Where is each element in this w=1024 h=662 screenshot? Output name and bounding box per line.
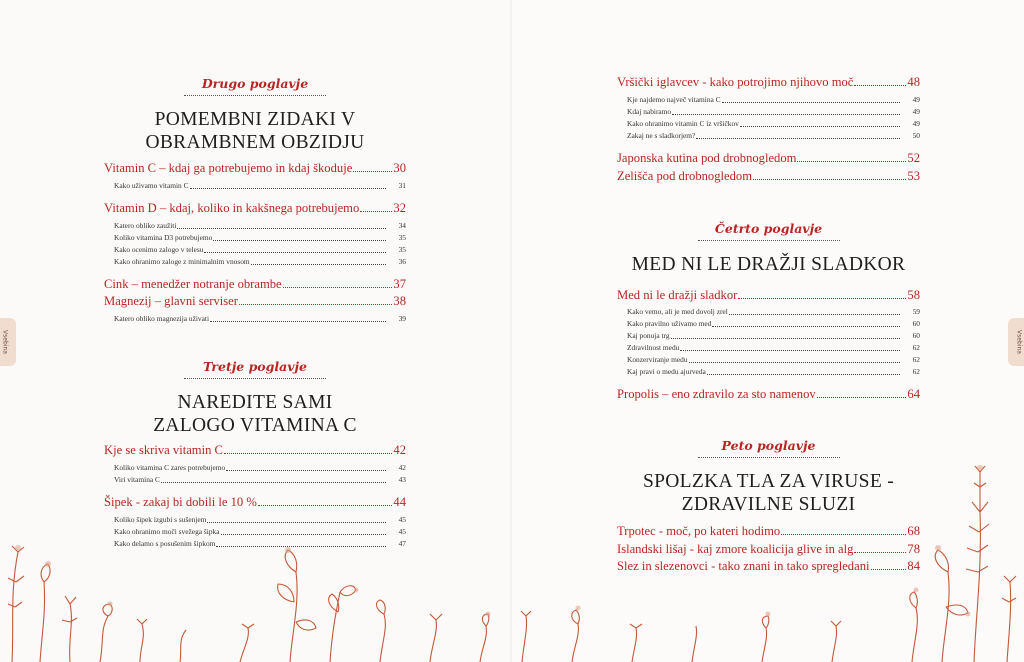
dot-leader [239, 304, 392, 305]
dot-leader [740, 126, 900, 127]
toc-subentry[interactable] [114, 475, 406, 485]
toc-subentry-page: 49 [912, 119, 920, 128]
toc-subentry-title: Viri vitamina C [114, 475, 160, 484]
chapter-title [617, 253, 920, 276]
toc-subentry[interactable] [627, 131, 920, 141]
toc-subentry-title: Kaj pravi o medu ajurveda [627, 367, 706, 376]
chapter-label: Četrto poglavje [714, 221, 823, 236]
toc-entry-title: Šipek - zakaj bi dobili le 10 % [104, 495, 257, 509]
toc-subentry-page: 62 [912, 367, 920, 376]
toc-subentry-title: Konzerviranje medu [627, 355, 688, 364]
toc-subentry-page: 60 [912, 319, 920, 328]
dot-leader [224, 453, 392, 454]
toc-entry-page: 37 [393, 277, 406, 291]
toc-subentry-page: 36 [398, 257, 406, 266]
toc-entry-page: 38 [393, 294, 406, 308]
toc-subentry[interactable] [114, 181, 406, 191]
toc-entry-page: 32 [393, 201, 406, 215]
toc-subentry-title: Kako ocenimo zalogo v telesu [114, 245, 204, 254]
toc-subentry-page: 60 [912, 331, 920, 340]
toc-entry-page: 64 [907, 387, 920, 401]
toc-subentry-page: 45 [398, 515, 406, 524]
dot-leader [722, 102, 900, 103]
toc-subentry-title: Kako vemo, ali je med dovolj zrel [627, 307, 728, 316]
toc-subentry-title: Zdravilnost medu [627, 343, 680, 352]
toc-entry[interactable] [104, 200, 406, 216]
toc-entry-page: 48 [907, 75, 920, 89]
dot-leader [854, 85, 906, 86]
chapter-heading-2 [104, 76, 406, 154]
chapter-title [104, 108, 406, 154]
toc-entry[interactable] [617, 74, 920, 90]
toc-entry[interactable] [617, 386, 920, 402]
toc-entry[interactable] [617, 287, 920, 303]
toc-entry-title: Trpotec - moč, po kateri hodimo [617, 524, 781, 538]
toc-subentry[interactable] [627, 331, 920, 341]
side-tab-label: Vsebina [1, 330, 9, 354]
toc-entry-page: 68 [907, 524, 920, 538]
toc-subentry-page: 35 [398, 233, 406, 242]
dot-leader [283, 287, 393, 288]
dot-leader [753, 179, 906, 180]
toc-subentry-page: 35 [398, 245, 406, 254]
toc-entry-title: Med ni le dražji sladkor [617, 288, 738, 302]
toc-entry-title: Zelišča pod drobnogledom [617, 169, 753, 183]
chapter-divider [184, 378, 326, 379]
toc-entry-title: Vitamin C – kdaj ga potrebujemo in kdaj škoduje [104, 161, 353, 175]
dot-leader [353, 171, 392, 172]
dot-leader [258, 505, 393, 506]
toc-entry-page: 42 [393, 443, 406, 457]
chapter-label: Tretje poglavje [203, 359, 307, 374]
toc-subentry[interactable] [627, 95, 920, 105]
side-tab-right[interactable] [1008, 318, 1024, 366]
toc-entry-page: 30 [393, 161, 406, 175]
toc-subentry-title: Kako pravilno uživamo med [627, 319, 712, 328]
chapter-title-line: OBRAMBNEM OBZIDJU [145, 132, 365, 153]
toc-subentry-page: 39 [398, 314, 406, 323]
toc-entry[interactable] [617, 168, 920, 184]
toc-entry[interactable] [104, 276, 406, 292]
toc-subentry-title: Koliko šipek izgubi s sušenjem [114, 515, 207, 524]
toc-subentry[interactable] [114, 257, 406, 267]
toc-entry-title: Vršički iglavcev - kako potrojimo njihovo moč [617, 75, 854, 89]
toc-entry[interactable] [617, 150, 920, 166]
dot-leader [689, 362, 900, 363]
toc-subentry-page: 59 [912, 307, 920, 316]
toc-subentry[interactable] [627, 307, 920, 317]
toc-subentry-title: Kako delamo s posušenim šipkom [114, 539, 216, 548]
toc-entry-title: Japonska kutina pod drobnogledom [617, 151, 797, 165]
toc-subentry-page: 62 [912, 355, 920, 364]
dot-leader [680, 350, 900, 351]
dot-leader [817, 397, 907, 398]
dot-leader [213, 240, 386, 241]
toc-subentry-page: 45 [398, 527, 406, 536]
dot-leader [251, 264, 386, 265]
toc-subentry-page: 62 [912, 343, 920, 352]
toc-entry-page: 78 [907, 542, 920, 556]
toc-subentry[interactable] [114, 233, 406, 243]
toc-entry-title: Vitamin D – kdaj, koliko in kakšnega potrebujemo [104, 201, 360, 215]
dot-leader [226, 470, 386, 471]
chapter-heading-3 [104, 359, 406, 437]
toc-subentry[interactable] [114, 314, 406, 324]
toc-subentry-page: 49 [912, 107, 920, 116]
toc-subentry-page: 49 [912, 95, 920, 104]
dot-leader [210, 321, 386, 322]
toc-entry-title: Cink – menedžer notranje obrambe [104, 277, 282, 291]
toc-subentry-page: 43 [398, 475, 406, 484]
chapter-title-line: ZDRAVILNE SLUZI [681, 494, 856, 515]
toc-subentry-title: Koliko vitamina D3 potrebujemo [114, 233, 213, 242]
chapter-title-line: NAREDITE SAMI [177, 392, 333, 413]
toc-entry[interactable] [104, 293, 406, 309]
toc-entry-title: Magnezij – glavni serviser [104, 294, 238, 308]
toc-entry-title: Propolis – eno zdravilo za sto namenov [617, 387, 816, 401]
side-tab-left[interactable] [0, 318, 16, 366]
chapter-title-line: MED NI LE DRAŽJI SLADKOR [631, 254, 906, 275]
toc-entry[interactable] [104, 160, 406, 176]
toc-subentry-title: Kako uživamo vitamin C [114, 181, 189, 190]
toc-entry-title: Islandski lišaj - kaj zmore koalicija glive in alg [617, 542, 854, 556]
toc-subentry-title: Kako ohranimo vitamin C iz vršičkov [627, 119, 739, 128]
toc-subentry[interactable] [114, 463, 406, 473]
chapter-title-line: POMEMBNI ZIDAKI V [154, 109, 356, 130]
toc-subentry[interactable] [627, 355, 920, 365]
dot-leader [161, 482, 386, 483]
toc-entry-page: 58 [907, 288, 920, 302]
toc-subentry-title: Zakaj ne s sladkorjem? [627, 131, 696, 140]
toc-subentry-title: Katero obliko zaužiti [114, 221, 177, 230]
toc-subentry-page: 31 [398, 181, 406, 190]
toc-subentry[interactable] [114, 245, 406, 255]
toc-entry-page: 52 [907, 151, 920, 165]
toc-entry-title: Kje se skriva vitamin C [104, 443, 223, 457]
dot-leader [360, 211, 392, 212]
dot-leader [707, 374, 900, 375]
toc-subentry-title: Kako ohranimo moči svežega šipka [114, 527, 220, 536]
chapter-label: Peto poglavje [721, 438, 816, 453]
toc-subentry-page: 50 [912, 131, 920, 140]
dot-leader [696, 138, 900, 139]
herb-illustration-right [512, 432, 1024, 662]
dot-leader [190, 188, 386, 189]
chapter-title-line: ZALOGO VITAMINA C [153, 415, 357, 436]
dot-leader [671, 338, 900, 339]
toc-subentry-page: 34 [398, 221, 406, 230]
chapter-label: Drugo poglavje [201, 76, 309, 91]
toc-subentry[interactable] [627, 119, 920, 129]
dot-leader [797, 161, 906, 162]
toc-subentry[interactable] [627, 343, 920, 353]
dot-leader [204, 252, 386, 253]
herb-illustration-left [0, 512, 512, 662]
toc-subentry-title: Kdaj nabiramo [627, 107, 672, 116]
side-tab-label: Vsebina [1015, 330, 1023, 354]
chapter-heading-4 [617, 221, 920, 276]
toc-subentry[interactable] [627, 107, 920, 117]
toc-subentry-title: Kje najdemo največ vitamina C [627, 95, 721, 104]
chapter-divider [184, 95, 326, 96]
toc-entry[interactable] [104, 494, 406, 510]
chapter-divider [698, 240, 840, 241]
dot-leader [729, 314, 900, 315]
toc-subentry[interactable] [627, 367, 920, 377]
dot-leader [738, 298, 906, 299]
toc-entry-page: 44 [393, 495, 406, 509]
toc-entry-title: Slez in slezenovci - tako znani in tako spregledani [617, 559, 870, 573]
toc-subentry-title: Koliko vitamina C zares potrebujemo [114, 463, 226, 472]
toc-subentry-title: Kako ohranimo zaloge z minimalnim vnosom [114, 257, 250, 266]
toc-entry-page: 84 [907, 559, 920, 573]
toc-entry[interactable] [104, 442, 406, 458]
toc-subentry-title: Katero obliko magnezija uživati [114, 314, 210, 323]
dot-leader [177, 228, 386, 229]
toc-subentry-page: 47 [398, 539, 406, 548]
dot-leader [672, 114, 900, 115]
toc-subentry-title: Kaj ponuja trg [627, 331, 670, 340]
toc-subentry[interactable] [627, 319, 920, 329]
chapter-title [104, 391, 406, 437]
toc-subentry[interactable] [114, 221, 406, 231]
dot-leader [712, 326, 900, 327]
toc-entry-page: 53 [907, 169, 920, 183]
right-page [512, 0, 1024, 662]
toc-subentry-page: 42 [398, 463, 406, 472]
chapter-title-line: SPOLZKA TLA ZA VIRUSE - [642, 471, 895, 492]
